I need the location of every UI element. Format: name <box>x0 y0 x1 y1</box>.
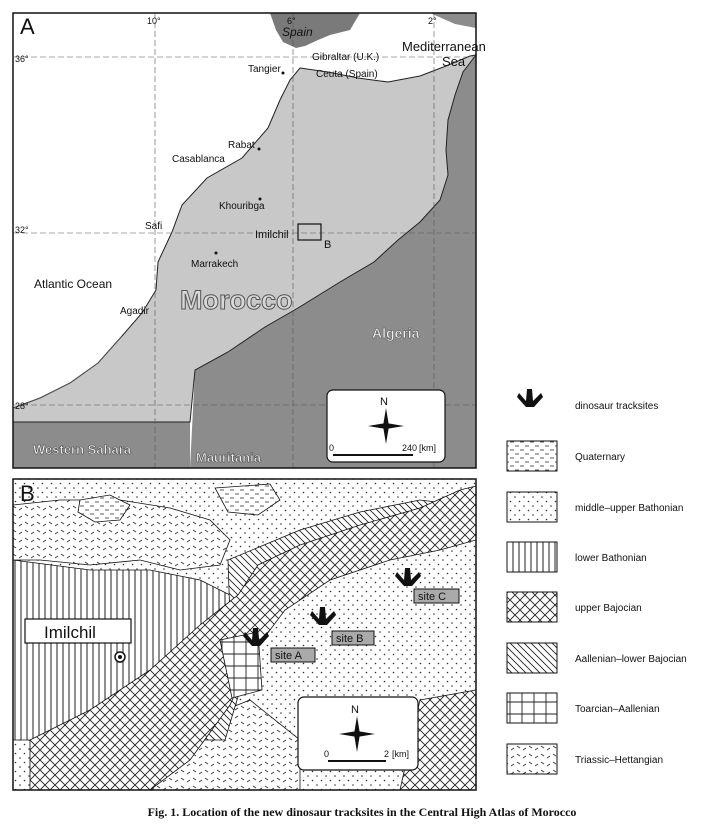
legend-label-aalenian: Aallenian–lower Bajocian <box>575 654 687 665</box>
safi-label: Safi <box>145 221 163 232</box>
figure-caption: Fig. 1. Location of the new dinosaur tracksites in the Central High Atlas of Morocco <box>147 805 577 819</box>
lon-2-label: 2° <box>428 16 437 26</box>
legend-swatch-toarcian <box>507 693 557 723</box>
legend-swatch-aalenian <box>507 643 557 673</box>
spain-label: Spain <box>282 25 313 39</box>
western-sahara-label: Western Sahara <box>33 442 132 457</box>
imilchil-b-label: Imilchil <box>44 623 96 642</box>
north-label-b: N <box>351 704 359 716</box>
khouribga-label: Khouribga <box>219 201 265 212</box>
mauritania-label: Mauritania <box>196 450 262 465</box>
lat-28-label: 28° <box>15 401 29 411</box>
panel-b-label: B <box>20 481 35 506</box>
legend <box>507 389 687 774</box>
legend-swatch-lower-bathonian <box>507 542 557 572</box>
site-c-label: site C <box>418 591 447 603</box>
legend-label-lower-bathonian: lower Bathonian <box>575 553 647 564</box>
rabat-label: Rabat <box>228 140 255 151</box>
scale-zero-a: 0 <box>329 443 335 453</box>
legend-label-mid-upper-bathonian: middle–upper Bathonian <box>575 503 684 514</box>
legend-tracksites-label: dinosaur tracksites <box>575 401 659 412</box>
legend-label-upper-bajocian: upper Bajocian <box>575 603 642 614</box>
lon-6-label: 6° <box>287 16 296 26</box>
legend-track-icon <box>517 389 543 407</box>
lat-36-label: 36° <box>15 54 29 64</box>
sea-label: Sea <box>442 54 466 69</box>
north-label-a: N <box>380 396 388 408</box>
marrakech-dot <box>215 252 218 255</box>
site-a-label: site A <box>275 650 302 662</box>
imilchil-town-center-icon <box>118 655 122 659</box>
algeria-label: Algeria <box>372 325 420 341</box>
legend-label-triassic: Triassic–Hettangian <box>575 755 664 766</box>
legend-swatch-mid-upper-bathonian <box>507 492 557 522</box>
scale-unit-b: [km] <box>392 749 409 759</box>
scale-unit-a: [km] <box>419 443 436 453</box>
imilchil-map-label: Imilchil <box>255 229 289 241</box>
lon-10-label: 10° <box>147 16 161 26</box>
scale-box-a <box>327 390 445 462</box>
lat-32-label: 32° <box>15 225 29 235</box>
legend-label-quaternary: Quaternary <box>575 452 626 463</box>
marrakech-label: Marrakech <box>191 259 239 270</box>
scale-box-b <box>298 697 418 770</box>
casablanca-label: Casablanca <box>172 154 225 165</box>
morocco-label: Morocco <box>180 285 293 315</box>
legend-label-toarcian: Toarcian–Aallenian <box>575 704 660 715</box>
panel-a-label: A <box>20 14 35 39</box>
tangier-label: Tangier <box>248 64 281 75</box>
scale-max-a: 240 <box>402 443 418 453</box>
rabat-dot <box>258 148 261 151</box>
panel-a <box>13 13 486 468</box>
legend-swatch-quaternary <box>507 441 557 471</box>
site-b-label: site B <box>336 633 364 645</box>
agadir-label: Agadir <box>120 306 149 317</box>
legend-swatch-upper-bajocian <box>507 592 557 622</box>
box-b-label: B <box>324 239 332 251</box>
gibraltar-label: Gibraltar (U.K.) <box>312 52 380 63</box>
panel-b <box>13 479 476 790</box>
mediterranean-label: Mediterranean <box>402 39 486 54</box>
khouribga-dot <box>259 198 262 201</box>
scale-max-b: 2 <box>384 749 390 759</box>
scale-zero-b: 0 <box>324 749 330 759</box>
legend-swatch-triassic <box>507 744 557 774</box>
ceuta-label: Ceuta (Spain) <box>316 69 378 80</box>
atlantic-label: Atlantic Ocean <box>34 277 113 291</box>
tangier-dot <box>282 72 285 75</box>
